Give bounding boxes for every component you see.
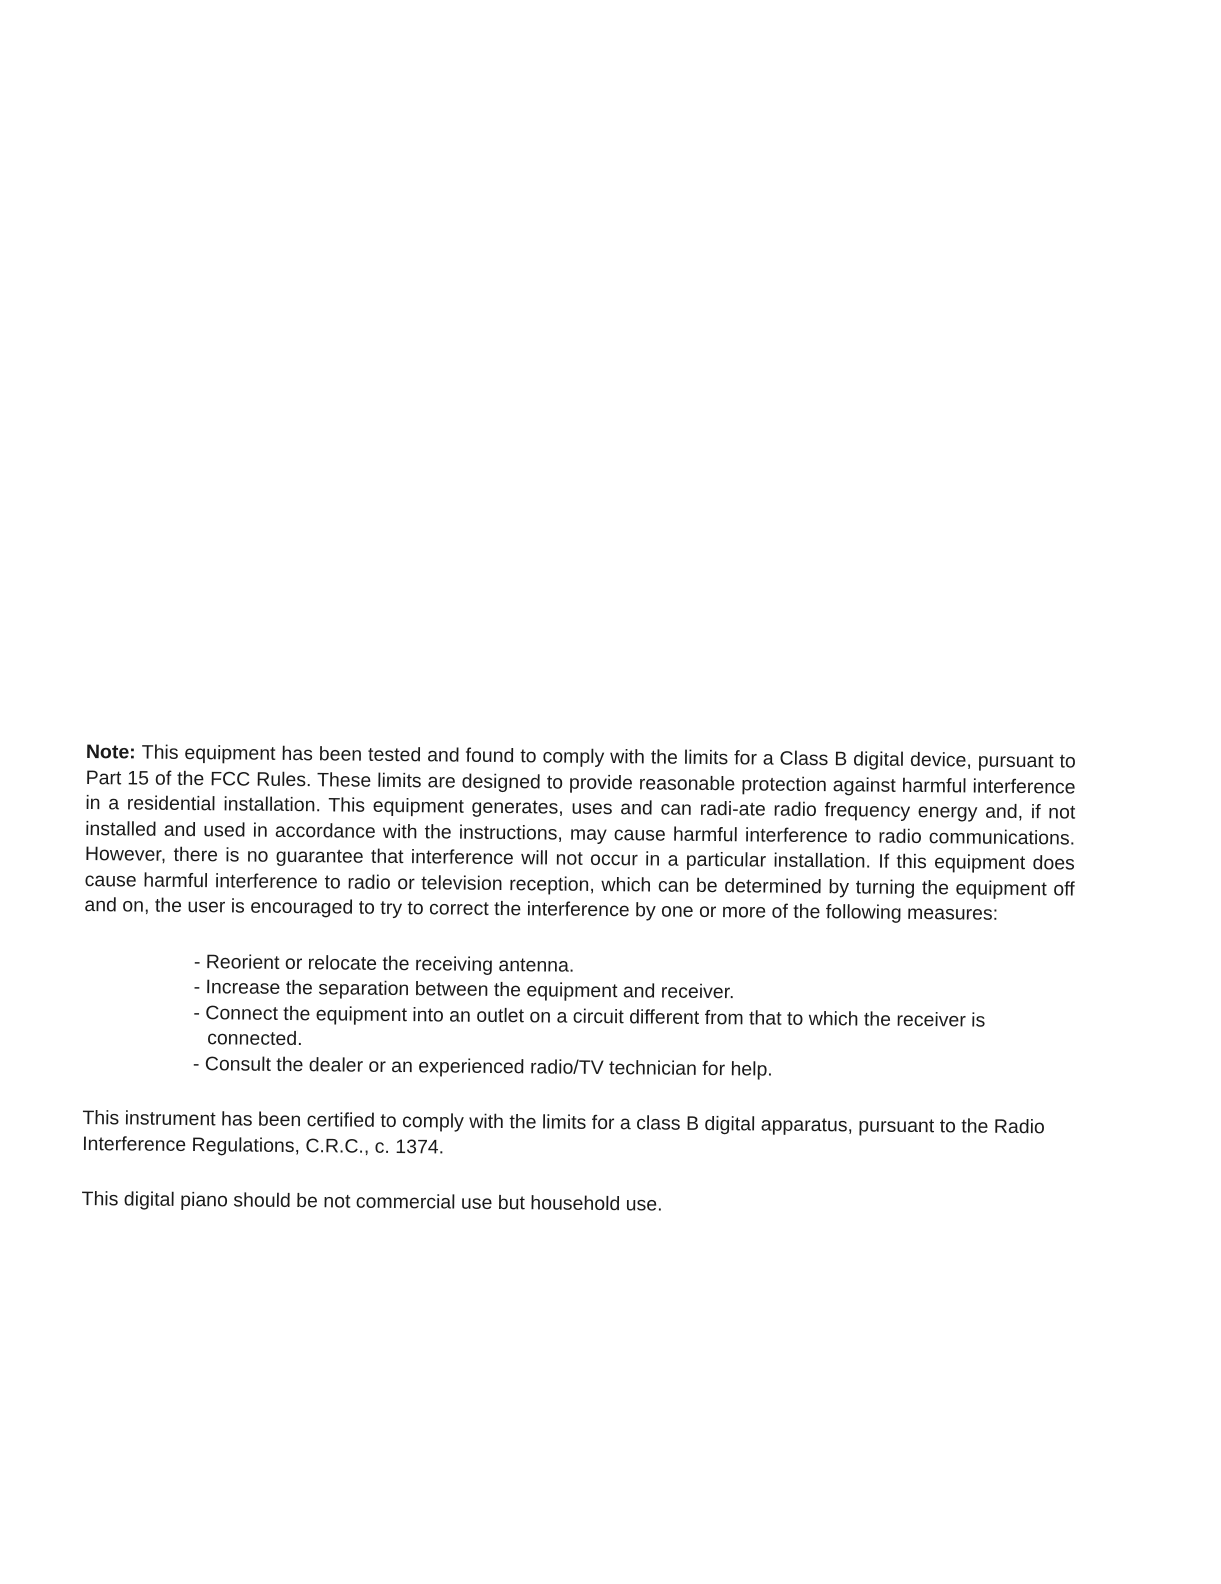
list-item: - Connect the equipment into an outlet on a circuit different from that to which the receiver is connected. [193,1001,986,1051]
note-paragraph [84,740,1076,928]
usage-paragraph: This digital piano should be not commercial use but household use. [81,1187,663,1216]
list-item: - Increase the separation between the equipment and receiver. [193,976,735,1004]
note-text: This equipment has been tested and found to comply with the limits for a Class B digital device, pursuant to Part 15 of the FCC Rules. These limits are designed to provide reasonable protection against harmful interference in a residential installation. This equipment generates, uses and can radi-ate radio frequency energy and, if not installed and used in accordance with the instructions, may cause harmful interference to radio communications. However, there is no guarantee that interference will not occur in a particular installation. If this equipment does cause harmful interference to radio or television reception, which can be determined by turning the equipment off and on, the user is encouraged to try to correct the interference by one or more of the following measures: [84,741,1076,925]
fcc-notice [81,740,1075,1222]
measures-list [193,950,1064,1086]
note-label: Note: [85,740,136,764]
certification-paragraph: This instrument has been certified to comply with the limits for a class B digital apparatus, pursuant to the Radio Interference Regulations, C.R.C., c. 1374. [82,1106,1045,1158]
list-item: - Reorient or relocate the receiving antenna. [193,950,575,977]
list-item: - Consult the dealer or an experienced radio/TV technician for help. [192,1052,773,1081]
